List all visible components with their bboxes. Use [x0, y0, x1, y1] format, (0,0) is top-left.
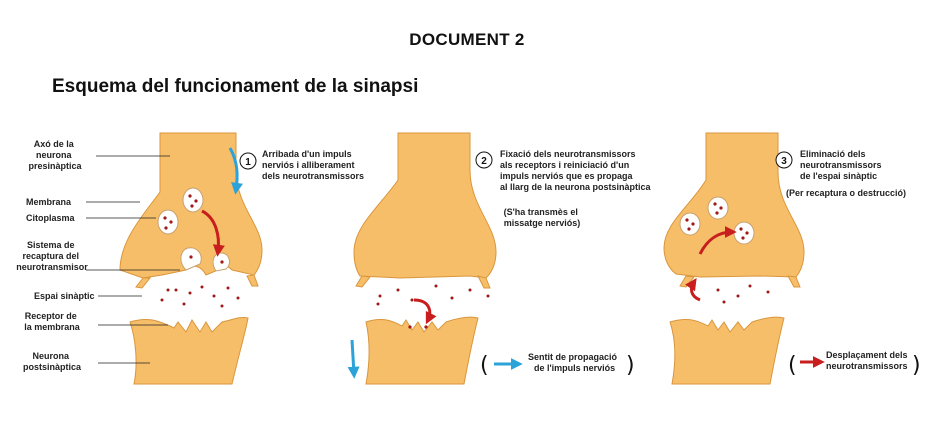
step-1-number: 1: [245, 157, 251, 168]
vesicle: [183, 188, 203, 212]
step-3-text: Eliminació dels neurotransmissors de l'espai sinàptic: [800, 149, 882, 181]
step-2-text: Fixació dels neurotransmissors als receptors i reiniciació d'un impuls nerviós que es propaga al llarg de la neurona postsinàptica: [500, 149, 651, 192]
label-membrana: Membrana: [26, 197, 72, 207]
label-espai-sinaptic: Espai sinàptic: [34, 291, 95, 301]
label-axo: Axó de la neurona presinàptica: [28, 139, 82, 171]
panel-1: [16, 133, 364, 384]
postsynaptic-neuron-3: [670, 317, 784, 384]
diagram-title: Esquema del funcionament de la sinapsi: [52, 76, 419, 97]
label-receptor: Receptor de la membrana: [24, 311, 80, 332]
label-sistema-recaptura: Sistema de recaptura del neurotransmisor: [16, 240, 88, 272]
step-3-number: 3: [781, 156, 787, 167]
step-3-note: (Per recaptura o destrucció): [786, 188, 907, 198]
label-citoplasma: Citoplasma: [26, 213, 75, 223]
document-title: DOCUMENT 2: [409, 30, 525, 49]
legend-1-text: Sentit de propagació de l'impuls nerviós: [528, 352, 618, 373]
synaptic-cleft-neurotransmitters: [377, 285, 490, 306]
legend-2-open-bracket: (: [788, 353, 797, 378]
legend-1-close-bracket: ): [626, 353, 635, 378]
presynaptic-terminal-prongs-1: [247, 275, 258, 286]
impulse-arrow-icon: [352, 340, 354, 374]
legend-2-text: Desplaçament dels neurotransmissors: [826, 350, 908, 371]
step-2-note: (S'ha transmès el missatge nerviós): [503, 207, 581, 228]
label-neurona-postsinaptica: Neurona postsinàptica: [22, 351, 82, 372]
legend-2-close-bracket: ): [912, 353, 921, 378]
synaptic-cleft-neurotransmitters: [161, 286, 240, 308]
postsynaptic-neuron-2: [366, 317, 478, 384]
panel-3: [664, 133, 921, 384]
vesicle: [158, 210, 178, 234]
vesicle: [680, 213, 700, 235]
transmitter-movement-arrow: [414, 300, 430, 320]
panel-2: [352, 133, 652, 384]
presynaptic-axon-2: [354, 133, 496, 278]
transmitter-movement-arrow: [692, 282, 700, 300]
postsynaptic-neuron-1: [130, 317, 248, 384]
step-1-text: Arribada d'un impuls nerviós i alliberament dels neurotransmissors: [262, 149, 365, 181]
vesicle: [734, 222, 754, 244]
step-2-number: 2: [481, 156, 487, 167]
synaptic-cleft-neurotransmitters: [717, 285, 770, 304]
vesicle: [708, 197, 728, 219]
legend-1-open-bracket: (: [480, 353, 489, 378]
